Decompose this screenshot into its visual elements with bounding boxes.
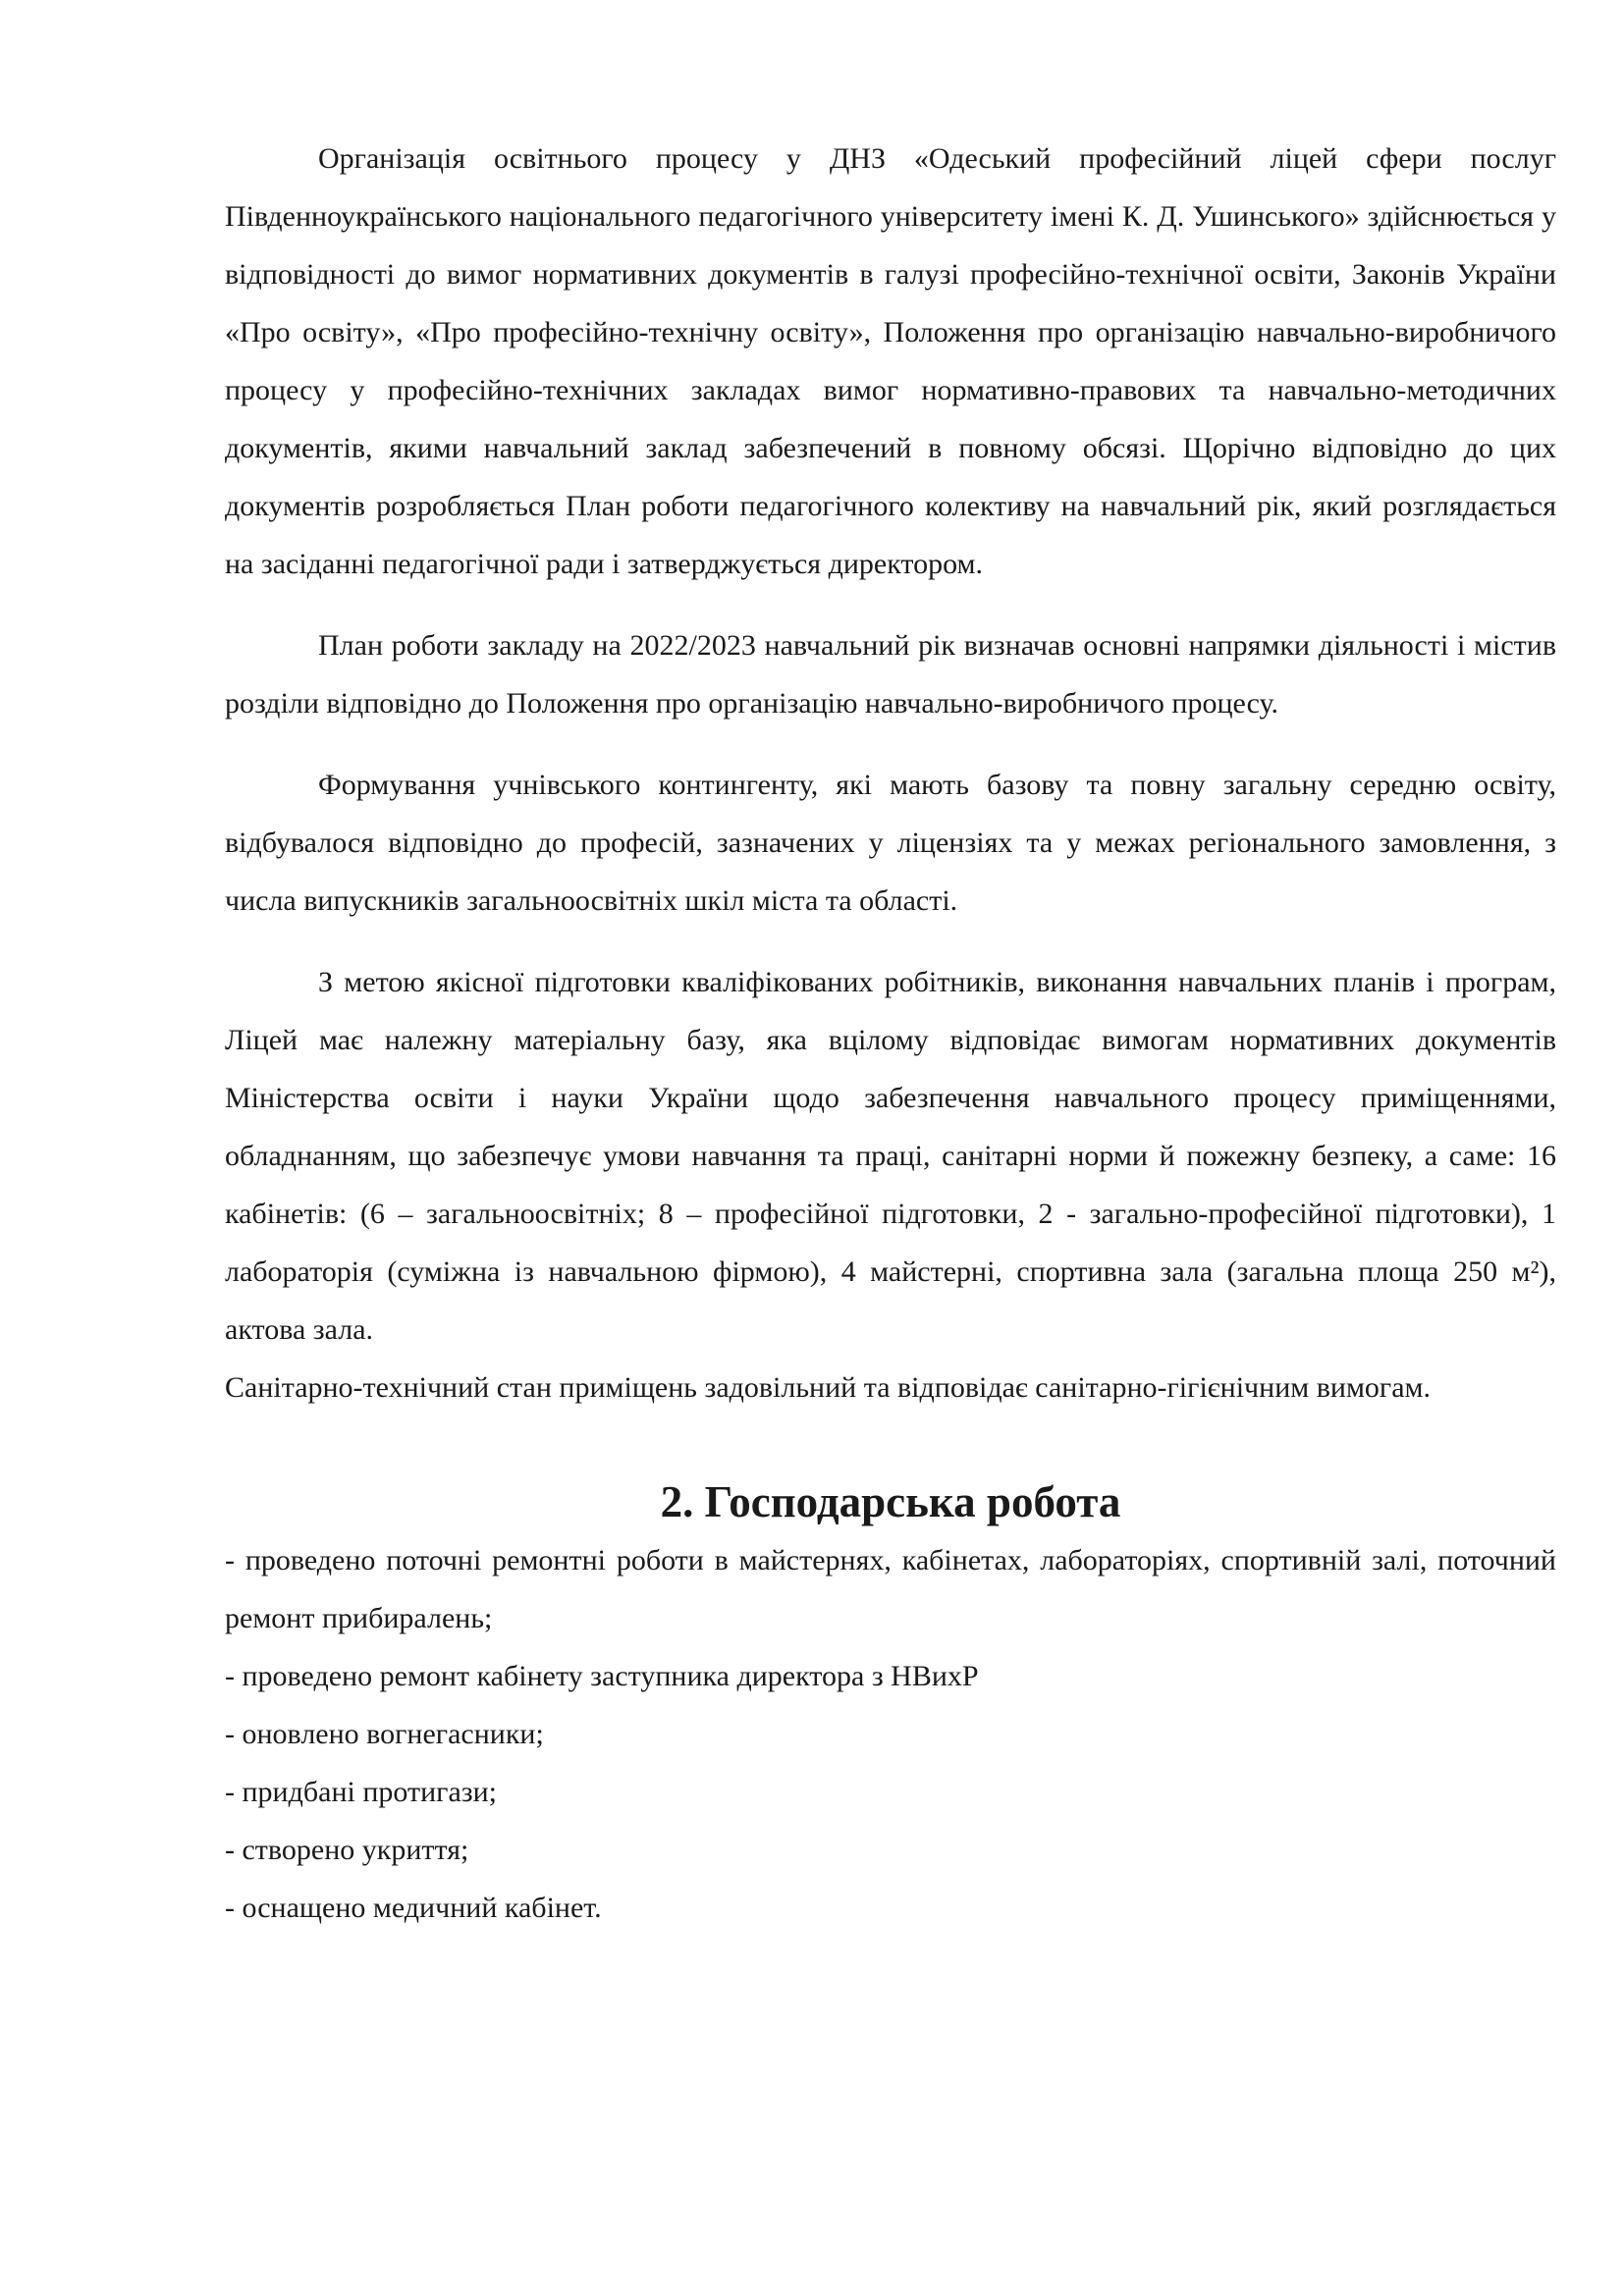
list-item: - придбані протигази; (225, 1776, 498, 1808)
list-item: - проведено ремонт кабінету заступника директора з НВихР (225, 1660, 979, 1692)
list-item: - оновлено вогнегасники; (225, 1718, 544, 1750)
section-heading: 2. Господарська робота (660, 1477, 1121, 1526)
paragraph-sanitary-state: Санітарно-технічний стан приміщень задовільний та відповідає санітарно-гігієнічним вимогам. (225, 1371, 1432, 1404)
paragraph-student-contingent: Формування учнівського контингенту, які мають базову та повну загальну середню освіту, відбувалося відповідно до професій, зазначених у ліцензіях та у межах регіонального замовлення, з числа випускників загальноосвітніх шкіл міста та області. (225, 769, 1556, 917)
list-item: - оснащено медичний кабінет. (225, 1892, 602, 1924)
document-body (225, 130, 1556, 1937)
list-item: - створено укриття; (225, 1834, 469, 1866)
household-work-list (225, 1531, 1556, 1937)
paragraph-material-base: З метою якісної підготовки кваліфікованих робітників, виконання навчальних планів і програм, Ліцей має належну матеріальну базу, яка вцілому відповідає вимогам нормативних документів Міністерства освіти і науки України щодо забезпечення навчального процесу приміщеннями, обладнанням, що забезпечує умови навчання та праці, санітарні норми й пожежну безпеку, а саме: 16 кабінетів: (6 – загальноосвітніх; 8 – професійної підготовки, 2 - загально-професійної підготовки), 1 лабораторія (суміжна із навчальною фірмою), 4 майстерні, спортивна зала (загальна площа 250 м²), актова зала. (225, 966, 1556, 1346)
list-item: - проведено поточні ремонтні роботи в майстернях, кабінетах, лабораторіях, спортивній залі, поточний ремонт прибиралень; (225, 1544, 1556, 1634)
paragraph-work-plan: План роботи закладу на 2022/2023 навчальний рік визначав основні напрямки діяльності і містив розділи відповідно до Положення про організацію навчально-виробничого процесу. (225, 629, 1556, 720)
paragraph-educational-process: Організація освітнього процесу у ДНЗ «Одеський професійний ліцей сфери послуг Південноукраїнського національного педагогічного університету імені К. Д. Ушинського» здійснюється у відповідності до вимог нормативних документів в галузі професійно-технічної освіти, Законів України «Про освіту», «Про професійно-технічну освіту», Положення про організацію навчально-виробничого процесу у професійно-технічних закладах вимог нормативно-правових та навчально-методичних документів, якими навчальний заклад забезпечений в повному обсязі. Щорічно відповідно до цих документів розробляється План роботи педагогічного колективу на навчальний рік, який розглядається на засіданні педагогічної ради і затверджується директором. (225, 142, 1556, 580)
